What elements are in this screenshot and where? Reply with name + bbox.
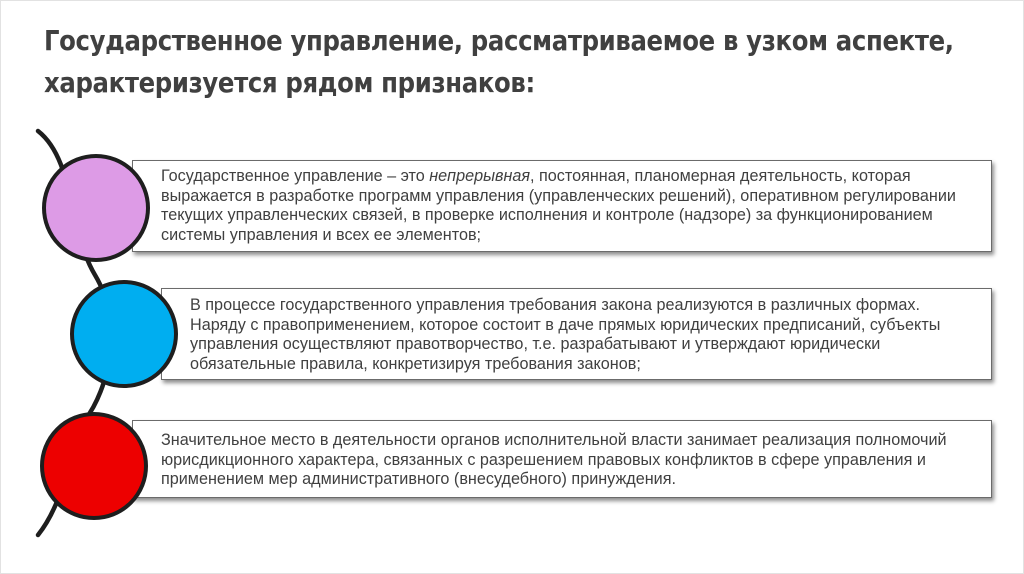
item-text-3: Значительное место в деятельности органов исполнительной власти занимает реализация полномочий юрисдикционного характера, связанных с разрешением правовых конфликтов в сфере управления и применением мер административного (внесудебного) принуждения. xyxy=(161,431,947,488)
slide-title-line-1: Государственное управление, рассматриваемое в узком аспекте, xyxy=(44,24,954,57)
slide-title xyxy=(44,20,954,104)
item-circle-3 xyxy=(40,412,148,520)
item-box-2 xyxy=(161,288,992,380)
item-text-1-start: Государственное управление – это xyxy=(161,167,430,185)
item-circle-1 xyxy=(42,154,150,262)
item-box-1 xyxy=(132,160,992,252)
item-text-1-emphasis: непрерывная xyxy=(429,167,531,185)
item-circle-2 xyxy=(70,280,178,388)
item-box-3 xyxy=(132,420,992,498)
item-text-1 xyxy=(161,167,969,245)
item-text-2: В процессе государственного управления требования закона реализуются в различных формах. Наряду с правоприменением, которое состоит в даче прямых юридических предписаний, субъекты управления осуществляют правотворчество, т.е. разрабатывают и утверждают юридически обязательные правила, конкретизируя требования законов; xyxy=(190,296,941,373)
slide-title-line-2: характеризуется рядом признаков: xyxy=(44,66,535,99)
item-text-1-end: , постоянная, планомерная деятельность, которая выражается в разработке программ управления (управленческих решений), оперативном регулировании текущих управленческих связей, в проверке исполнения и контроле (надзоре) за функционированием системы управления и всех ее элементов; xyxy=(161,167,956,244)
